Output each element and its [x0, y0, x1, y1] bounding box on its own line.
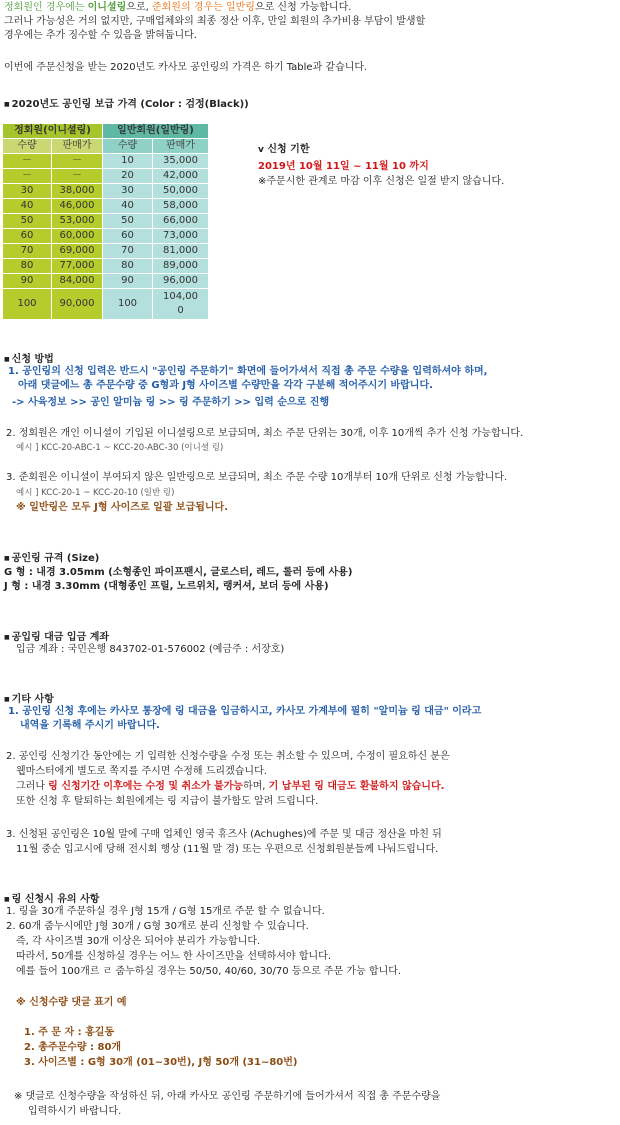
final-note-line-2: 입력하시기 바랍니다. [28, 1106, 122, 1117]
cell-price-regular: 38,000 [52, 184, 103, 199]
cell-qty-general: 10 [103, 154, 153, 169]
cell-price-general: 66,000 [153, 214, 209, 229]
cell-qty-general: 40 [103, 199, 153, 214]
table-row [3, 289, 209, 320]
cell-price-general-part-2: 0 [177, 305, 184, 316]
table-row [3, 214, 209, 229]
etc-heading: ■ 기타 사항 [4, 690, 54, 705]
table-row [3, 199, 209, 214]
group-regular-member: 정회원(이니셜링) [3, 124, 103, 139]
etc-item-1-line-2: 내역을 기록해 주시기 바랍니다. [20, 720, 160, 731]
cell-price-general: 50,000 [153, 184, 209, 199]
cell-price-regular: 77,000 [52, 259, 103, 274]
table-row [3, 244, 209, 259]
method-step-2-example: 예시 ] KCC-20-ABC-1 ~ KCC-20-ABC-30 (이니셜 링) [16, 443, 224, 453]
method-step-2-line-1: 2. 정회원은 개인 이니셜이 기입된 이니셜링으로 보급되며, 최소 주문 단위는 30개, 이후 10개씩 추가 신청 가능합니다. [6, 428, 524, 439]
etc-item-2-line-3: 그러나 링 신청기간 이후에는 수정 및 취소가 불가능하며, 기 납부된 링 대금도 환불하지 않습니다. [16, 781, 445, 792]
cell-price-general: 42,000 [153, 169, 209, 184]
cell-price-general: 73,000 [153, 229, 209, 244]
cell-qty-regular: 40 [3, 199, 52, 214]
table-row [3, 184, 209, 199]
example-heading: ※ 신청수량 댓글 표기 예 [16, 997, 127, 1008]
method-step-3-line-1: 3. 준회원은 이니셜이 부여되지 않은 일반링으로 보급되며, 최소 주문 수량 10개부터 10개 단위로 신청 가능합니다. [6, 472, 508, 483]
table-row [3, 154, 209, 169]
method-step-1-line-2: 아래 댓글에느 총 주문수량 중 G형과 J형 사이즈별 수량만을 각각 구분해 적어주시기 바랍니다. [18, 380, 433, 391]
cell-price-general [153, 289, 209, 320]
notes-line-3: 즉, 각 사이즈별 30개 이상은 되어야 분리가 가능합니다. [16, 936, 261, 947]
cell-qty-regular: 30 [3, 184, 52, 199]
table-group-header [3, 124, 209, 139]
check-v-icon: v [258, 145, 264, 155]
intro-line-3: 경우에는 추가 징수할 수 있음을 밝혀둡니다. [4, 30, 197, 41]
cell-price-general: 35,000 [153, 154, 209, 169]
notes-line-2: 2. 60개 줌누시에만 J형 30개 / G형 30개로 분리 신청할 수 있습니다. [6, 921, 309, 932]
notes-heading: ■ 링 신청시 유의 사항 [4, 890, 99, 905]
cell-price-general: 81,000 [153, 244, 209, 259]
account-heading: ■ 공입링 대금 입금 계좌 [4, 628, 109, 643]
cell-price-general: 58,000 [153, 199, 209, 214]
example-line-1: 1. 주 문 자 : 홍길동 [24, 1027, 115, 1038]
etc-item-3-line-1: 3. 신청된 공인링은 10월 말에 구매 업체인 영국 휴즈사 (Achughes)에 주문 및 대금 정산을 마친 뒤 [6, 829, 442, 840]
notes-line-1: 1. 링을 30개 주문하실 경우 J형 15개 / G형 15개로 주문 할 수 없습니다. [6, 906, 325, 917]
method-step-1-line-1: 1. 공인링의 신청 입력은 반드시 "공인링 주문하기" 화면에 들어가셔서 직접 총 주문 수량을 입력하셔야 하며, [8, 366, 488, 377]
cell-qty-regular: 80 [3, 259, 52, 274]
etc-item-2-line-1: 2. 공인링 신청기간 동안에는 기 입력한 신청수량을 수정 또는 취소할 수 있으며, 수정이 필요하신 분은 [6, 751, 450, 762]
notes-line-5: 예를 들어 100개르 ㄹ 줌누하실 경우는 50/50, 40/60, 30/70 등으로 주문 가능 합니다. [16, 966, 402, 977]
method-step-3-note: ※ 일반링은 모두 J형 사이즈로 일괄 보급됩니다. [16, 502, 229, 513]
cell-price-regular: － [52, 154, 103, 169]
period-dates: 2019년 10월 11일 ~ 11월 10 까지 [258, 161, 429, 172]
etc-item-1-line-1: 1. 공인링 신청 후에는 카사모 통장에 링 대금을 입금하시고, 카사모 가계부에 필히 "알미늄 링 대금" 이라고 [8, 706, 482, 717]
cell-price-regular: 46,000 [52, 199, 103, 214]
table-row [3, 274, 209, 289]
col-qty-regular: 수량 [3, 139, 52, 154]
table-row [3, 259, 209, 274]
cell-price-regular: 60,000 [52, 229, 103, 244]
cell-qty-general: 30 [103, 184, 153, 199]
col-price-regular: 판매가 [52, 139, 103, 154]
cell-qty-regular: 60 [3, 229, 52, 244]
example-line-2: 2. 총주문수량 : 80개 [24, 1042, 122, 1053]
cell-price-regular: － [52, 169, 103, 184]
cell-qty-general: 80 [103, 259, 153, 274]
cell-qty-general: 100 [103, 289, 153, 320]
cell-qty-regular: 90 [3, 274, 52, 289]
cell-price-regular: 84,000 [52, 274, 103, 289]
cell-price-general-part-1: 104,00 [163, 291, 198, 302]
price-heading: ■ 2020년도 공인링 보급 가격 (Color : 검정(Black)) [4, 95, 249, 110]
size-j-type: J 형 : 내경 3.30mm (대형종인 프릴, 노르위치, 랭커셔, 보더 등에 사용) [4, 581, 329, 592]
cell-price-general: 89,000 [153, 259, 209, 274]
etc-item-2-line-2: 웹마스터에게 별도로 쪽지를 주시면 수정해 드리겠습니다. [16, 766, 267, 777]
cell-qty-general: 60 [103, 229, 153, 244]
etc-item-3-line-2: 11월 중순 입고시에 당해 전시회 행상 (11월 말 경) 또는 우편으로 신청회원분들께 나눠드립니다. [16, 844, 439, 855]
example-line-3: 3. 사이즈별 : G형 30개 (01~30번), J형 50개 (31~80번) [24, 1057, 298, 1068]
col-price-general: 판매가 [153, 139, 209, 154]
cell-price-regular: 90,000 [52, 289, 103, 320]
group-general-member: 일반회원(일반링) [103, 124, 209, 139]
intro-line-1: 정회원인 경우에는 이니셜링으로, 준회원의 경우는 일반링으로 신청 가능합니다. [4, 2, 352, 13]
table-row [3, 169, 209, 184]
cell-qty-general: 90 [103, 274, 153, 289]
period-note: ※주문시한 관계로 마감 이후 신청은 일절 받지 않습니다. [258, 176, 505, 187]
cell-qty-regular: 100 [3, 289, 52, 320]
table-column-header [3, 139, 209, 154]
account-line: 입금 계좌 : 국민은행 843702-01-576002 (예금주 : 서장호) [16, 644, 285, 655]
notes-line-4: 따라서, 50개를 신청하실 경우는 어느 한 사이즈만을 선택하셔야 합니다. [16, 951, 331, 962]
cell-qty-regular: － [3, 154, 52, 169]
table-row [3, 229, 209, 244]
intro-line-4: 이번에 주문신청을 받는 2020년도 카사모 공인링의 가격은 하기 Table과 같습니다. [4, 62, 368, 73]
size-g-type: G 형 : 내경 3.05mm (소형종인 파이프팬시, 글로스터, 레드, 롤러 등에 사용) [4, 567, 353, 578]
cell-price-general: 96,000 [153, 274, 209, 289]
intro-line-2: 그러나 가능성은 거의 없지만, 구매업체와의 최종 정산 이후, 만일 회원의 추가비용 부담이 발생할 [4, 16, 426, 27]
period-label: v 신청 기한 [258, 144, 310, 155]
cell-qty-general: 50 [103, 214, 153, 229]
cell-qty-regular: 50 [3, 214, 52, 229]
price-table [2, 123, 209, 320]
final-note-line-1: ※ 댓글로 신청수량을 작성하신 뒤, 아래 카사모 공인링 주문하기에 들어가셔서 직접 총 주문수량을 [14, 1091, 441, 1102]
cell-price-regular: 69,000 [52, 244, 103, 259]
method-step-3-example: 예시 ] KCC-20-1 ~ KCC-20-10 (일반 링) [16, 488, 175, 498]
cell-qty-general: 70 [103, 244, 153, 259]
cell-qty-regular: 70 [3, 244, 52, 259]
cell-price-regular: 53,000 [52, 214, 103, 229]
method-heading: ■ 신청 방법 [4, 350, 54, 365]
cell-qty-general: 20 [103, 169, 153, 184]
cell-qty-regular: － [3, 169, 52, 184]
size-heading: ■ 공인링 규격 (Size) [4, 549, 99, 564]
method-step-1-line-3: -> 사육정보 >> 공인 알미늄 링 >> 링 주문하기 >> 입력 순으로 진행 [12, 397, 330, 408]
etc-item-2-line-4: 또한 신청 후 탈퇴하는 회원에게는 링 지급이 불가함도 알려 드립니다. [16, 796, 319, 807]
col-qty-general: 수량 [103, 139, 153, 154]
